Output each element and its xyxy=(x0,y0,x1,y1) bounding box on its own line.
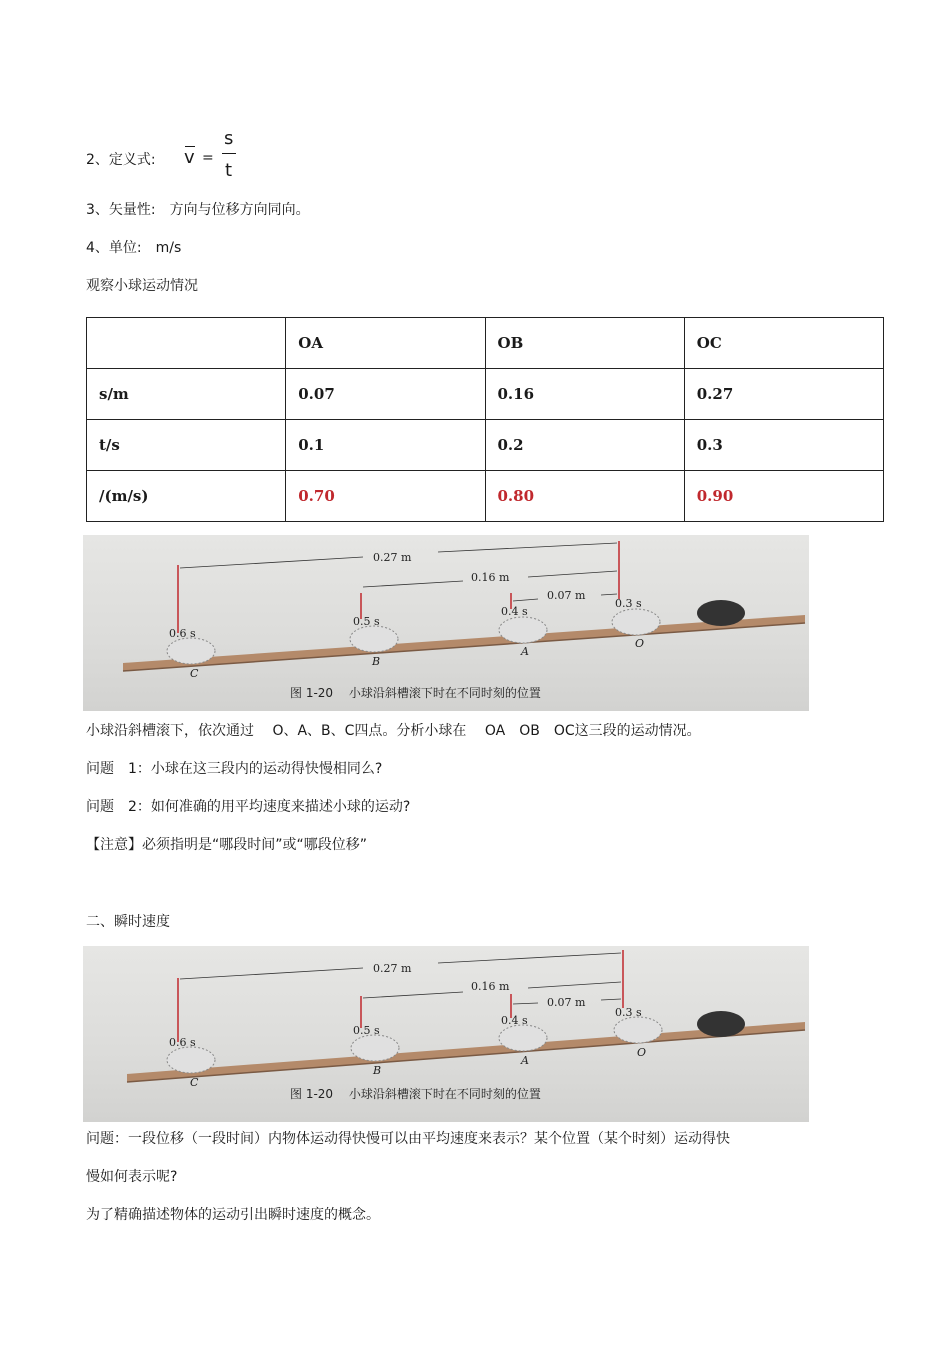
question-2: 问题 2：如何准确的用平均速度来描述小球的运动? xyxy=(86,799,411,815)
label-time-o: 0.3 s xyxy=(615,1006,642,1019)
arrow-oa-left xyxy=(513,599,538,601)
label-oa-distance: 0.07 m xyxy=(547,589,586,602)
table-row xyxy=(87,369,884,420)
arrow-oa-right xyxy=(601,999,621,1000)
row-label: s/m xyxy=(87,369,286,420)
table-header-cell: OB xyxy=(485,318,684,369)
formula-numerator: s xyxy=(224,128,234,149)
label-ob-distance: 0.16 m xyxy=(471,980,510,993)
formula-v: v xyxy=(184,147,195,168)
question-1: 问题 1：小球在这三段内的运动得快慢相同么? xyxy=(86,761,383,777)
fraction-bar xyxy=(222,153,236,154)
table-header-cell: OA xyxy=(286,318,485,369)
ball-ghost-o xyxy=(614,1017,662,1043)
track-edge xyxy=(127,1030,805,1082)
slope-track xyxy=(123,615,805,671)
ball-ghost-c xyxy=(167,1047,215,1073)
note-line: 【注意】必须指明是“哪段时间”或“哪段位移” xyxy=(86,837,368,853)
section-2-heading: 二、瞬时速度 xyxy=(86,914,170,930)
velocity-cell: 0.90 xyxy=(684,471,883,522)
vector-property-line: 3、矢量性: 方向与位移方向同向。 xyxy=(86,202,310,218)
observe-line: 观察小球运动情况 xyxy=(86,278,198,294)
arrow-oa-right xyxy=(601,594,617,595)
ball-ghost-a xyxy=(499,617,547,643)
table-cell: 0.16 xyxy=(485,369,684,420)
description-line: 小球沿斜槽滚下，依次通过 O、A、B、C四点。分析小球在 OA OB OC这三段的运动情况。 xyxy=(86,723,701,739)
table-row xyxy=(87,471,884,522)
label-point-a: A xyxy=(521,645,529,658)
arrow-oc-left xyxy=(180,968,363,979)
ball-ghost-o xyxy=(612,609,660,635)
table-cell: 0.07 xyxy=(286,369,485,420)
conclusion-line: 为了精确描述物体的运动引出瞬时速度的概念。 xyxy=(86,1207,380,1223)
label-time-b: 0.5 s xyxy=(353,615,380,628)
figure-caption: 图 1-20 小球沿斜槽滚下时在不同时刻的位置 xyxy=(290,686,541,700)
figure-caption: 图 1-20 小球沿斜槽滚下时在不同时刻的位置 xyxy=(290,1087,541,1101)
table-header-cell xyxy=(87,318,286,369)
table-header-row xyxy=(87,318,884,369)
ball-ghost-c xyxy=(167,638,215,664)
label-time-c: 0.6 s xyxy=(169,1036,196,1049)
arrow-oc-right xyxy=(438,953,621,963)
table-header-cell: OC xyxy=(684,318,883,369)
table-cell: 0.3 xyxy=(684,420,883,471)
motion-data-table xyxy=(86,317,884,522)
track-edge xyxy=(123,623,805,671)
arrow-oc-right xyxy=(438,543,617,552)
arrow-oa-left xyxy=(513,1003,538,1004)
arrow-ob-right xyxy=(528,571,617,577)
label-point-b: B xyxy=(372,655,381,668)
velocity-cell: 0.70 xyxy=(286,471,485,522)
label-time-a: 0.4 s xyxy=(501,605,528,618)
ball-slope-figure-2 xyxy=(83,946,809,1122)
label-time-o: 0.3 s xyxy=(615,597,642,610)
arrow-ob-right xyxy=(528,982,621,988)
label-point-c: C xyxy=(190,667,199,680)
row-label: t/s xyxy=(87,420,286,471)
label-point-c: C xyxy=(190,1076,199,1089)
average-velocity-formula xyxy=(182,130,242,190)
slope-diagram xyxy=(83,535,809,711)
label-point-o: O xyxy=(637,1046,647,1059)
velocity-cell: 0.80 xyxy=(485,471,684,522)
definition-label: 2、定义式: xyxy=(86,152,156,168)
label-point-o: O xyxy=(635,637,645,650)
row-label: /(m/s) xyxy=(87,471,286,522)
label-ob-distance: 0.16 m xyxy=(471,571,510,584)
arrow-oc-left xyxy=(180,557,363,568)
arrow-ob-left xyxy=(363,992,463,998)
label-point-b: B xyxy=(373,1064,382,1077)
question-3-line-1: 问题：一段位移（一段时间）内物体运动得快慢可以由平均速度来表示？某个位置（某个时刻）运动得快 xyxy=(86,1131,730,1147)
label-time-b: 0.5 s xyxy=(353,1024,380,1037)
ball-ghost-a xyxy=(499,1025,547,1051)
label-oc-distance: 0.27 m xyxy=(373,551,412,564)
formula-denominator: t xyxy=(225,160,233,181)
ball xyxy=(697,1011,745,1037)
label-oc-distance: 0.27 m xyxy=(373,962,412,975)
table-cell: 0.2 xyxy=(485,420,684,471)
ball xyxy=(697,600,745,626)
question-3-line-2: 慢如何表示呢? xyxy=(86,1169,178,1185)
table-row xyxy=(87,420,884,471)
ball-slope-figure xyxy=(83,535,809,711)
arrow-ob-left xyxy=(363,581,463,587)
label-oa-distance: 0.07 m xyxy=(547,996,586,1009)
formula-equals: = xyxy=(202,150,214,166)
ball-ghost-b xyxy=(351,1035,399,1061)
table-cell: 0.1 xyxy=(286,420,485,471)
ball-ghost-b xyxy=(350,626,398,652)
label-time-a: 0.4 s xyxy=(501,1014,528,1027)
table-cell: 0.27 xyxy=(684,369,883,420)
label-point-a: A xyxy=(521,1054,529,1067)
label-time-c: 0.6 s xyxy=(169,627,196,640)
unit-line: 4、单位: m/s xyxy=(86,240,182,256)
slope-diagram-2 xyxy=(83,946,809,1122)
